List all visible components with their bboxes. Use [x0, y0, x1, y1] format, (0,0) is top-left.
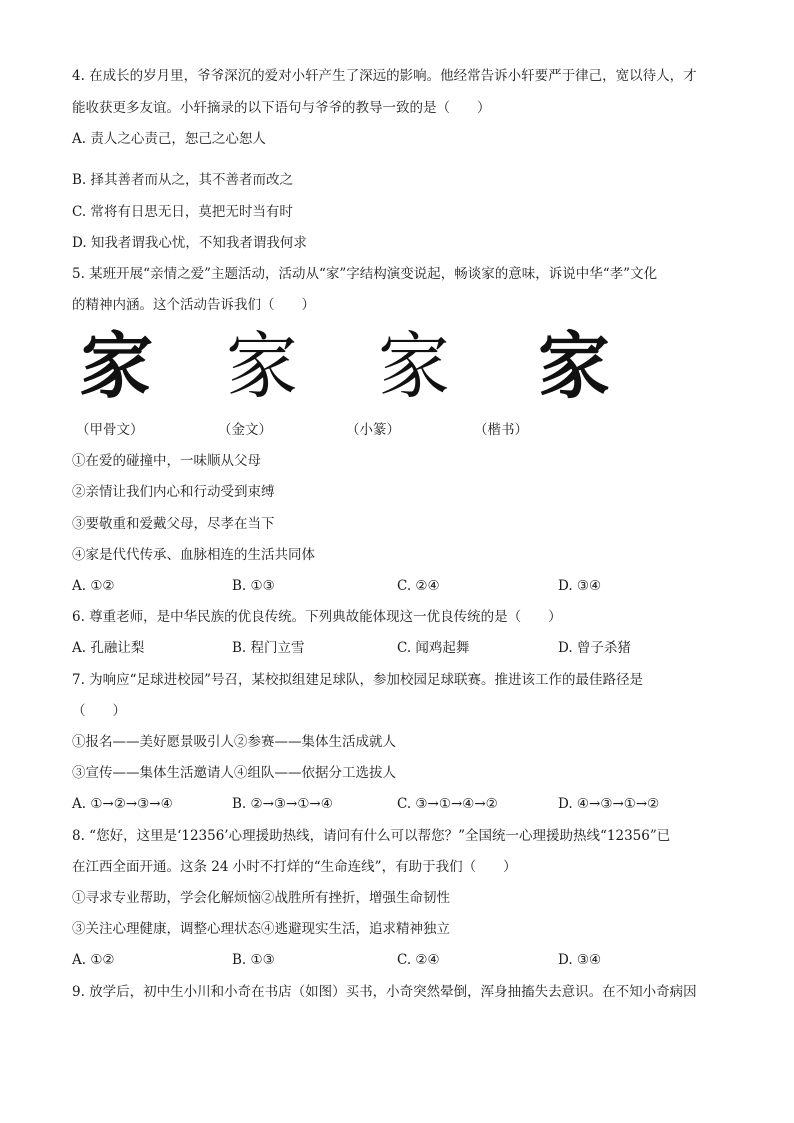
q5-statement-4: ④家是代代传承、血脉相连的生活共同体	[72, 547, 315, 563]
q7-option-d: D. ④→③→①→②	[558, 796, 660, 812]
q5-stem-line1: 5. 某班开展“亲情之爱”主题活动，活动从“家”字结构演变说起，畅谈家的意味，诉说中华“孝”文化	[72, 266, 658, 282]
q5-statement-2: ②亲情让我们内心和行动受到束缚	[72, 484, 275, 500]
caption-small-seal: （小篆）	[346, 422, 400, 438]
glyph-regular-script: 家	[538, 324, 611, 408]
q8-option-c: C. ②④	[397, 952, 440, 968]
q8-option-a: A. ①②	[72, 952, 115, 968]
q7-statements-2: ③宣传——集体生活邀请人④组队——依据分工选拔人	[72, 765, 396, 781]
q8-option-b: B. ①③	[232, 952, 275, 968]
glyph-bronze: 家	[226, 324, 299, 408]
q5-option-d: D. ③④	[558, 578, 602, 594]
q7-option-b: B. ②→③→①→④	[232, 796, 333, 812]
q8-stem-line2: 在江西全面开通。这条 24 小时不打烊的“生命连线”，有助于我们（ ）	[72, 859, 517, 875]
q9-stem-line1: 9. 放学后，初中生小川和小奇在书店（如图）买书，小奇突然晕倒，浑身抽搐失去意识。在不知小奇病因	[72, 984, 697, 1000]
q4-option-c: C. 常将有日思无日，莫把无时当有时	[72, 204, 293, 220]
q6-option-d: D. 曾子杀猪	[558, 640, 631, 656]
q7-option-a: A. ①→②→③→④	[72, 796, 173, 812]
q4-option-a: A. 责人之心责己，恕己之心恕人	[72, 131, 266, 147]
q8-option-d: D. ③④	[558, 952, 602, 968]
q6-stem: 6. 尊重老师，是中华民族的优良传统。下列典故能体现这一优良传统的是（ ）	[72, 609, 562, 625]
q5-stem-line2: 的精神内涵。这个活动告诉我们（ ）	[72, 297, 315, 313]
q4-option-d: D. 知我者谓我心忧，不知我者谓我何求	[72, 235, 307, 251]
q5-statement-1: ①在爱的碰撞中，一味顺从父母	[72, 453, 261, 469]
q7-stem-line1: 7. 为响应“足球进校园”号召，某校拟组建足球队，参加校园足球联赛。推进该工作的最佳路径是	[72, 672, 643, 688]
caption-bronze: （金文）	[218, 422, 272, 438]
q8-stem-line1: 8. “您好，这里是‘12356’心理援助热线，请问有什么可以帮您？”全国统一心理援助热线“12356”已	[72, 828, 671, 844]
q7-option-c: C. ③→①→④→②	[397, 796, 498, 812]
q5-statement-3: ③要敬重和爱戴父母，尽孝在当下	[72, 516, 275, 532]
q6-option-c: C. 闻鸡起舞	[397, 640, 470, 656]
q7-stem-line2: （ ）	[72, 703, 126, 719]
caption-regular-script: （楷书）	[474, 422, 528, 438]
q5-option-c: C. ②④	[397, 578, 440, 594]
q4-option-b: B. 择其善者而从之，其不善者而改之	[72, 172, 294, 188]
q6-option-a: A. 孔融让梨	[72, 640, 145, 656]
glyph-small-seal: 家	[378, 324, 451, 408]
q8-statements-2: ③关注心理健康，调整心理状态④逃避现实生活，追求精神独立	[72, 921, 450, 937]
caption-oracle-bone: （甲骨文）	[76, 422, 144, 438]
q7-statements-1: ①报名——美好愿景吸引人②参赛——集体生活成就人	[72, 734, 396, 750]
glyph-oracle-bone: 家	[77, 323, 154, 408]
q8-statements-1: ①寻求专业帮助，学会化解烦恼②战胜所有挫折，增强生命韧性	[72, 890, 450, 906]
q6-option-b: B. 程门立雪	[232, 640, 305, 656]
q4-stem-line1: 4. 在成长的岁月里，爷爷深沉的爱对小轩产生了深远的影响。他经常告诉小轩要严于律己，宽以待人，才	[72, 68, 697, 84]
q5-option-a: A. ①②	[72, 578, 115, 594]
q4-stem-line2: 能收获更多友谊。小轩摘录的以下语句与爷爷的教导一致的是（ ）	[72, 100, 491, 116]
q5-option-b: B. ①③	[232, 578, 275, 594]
